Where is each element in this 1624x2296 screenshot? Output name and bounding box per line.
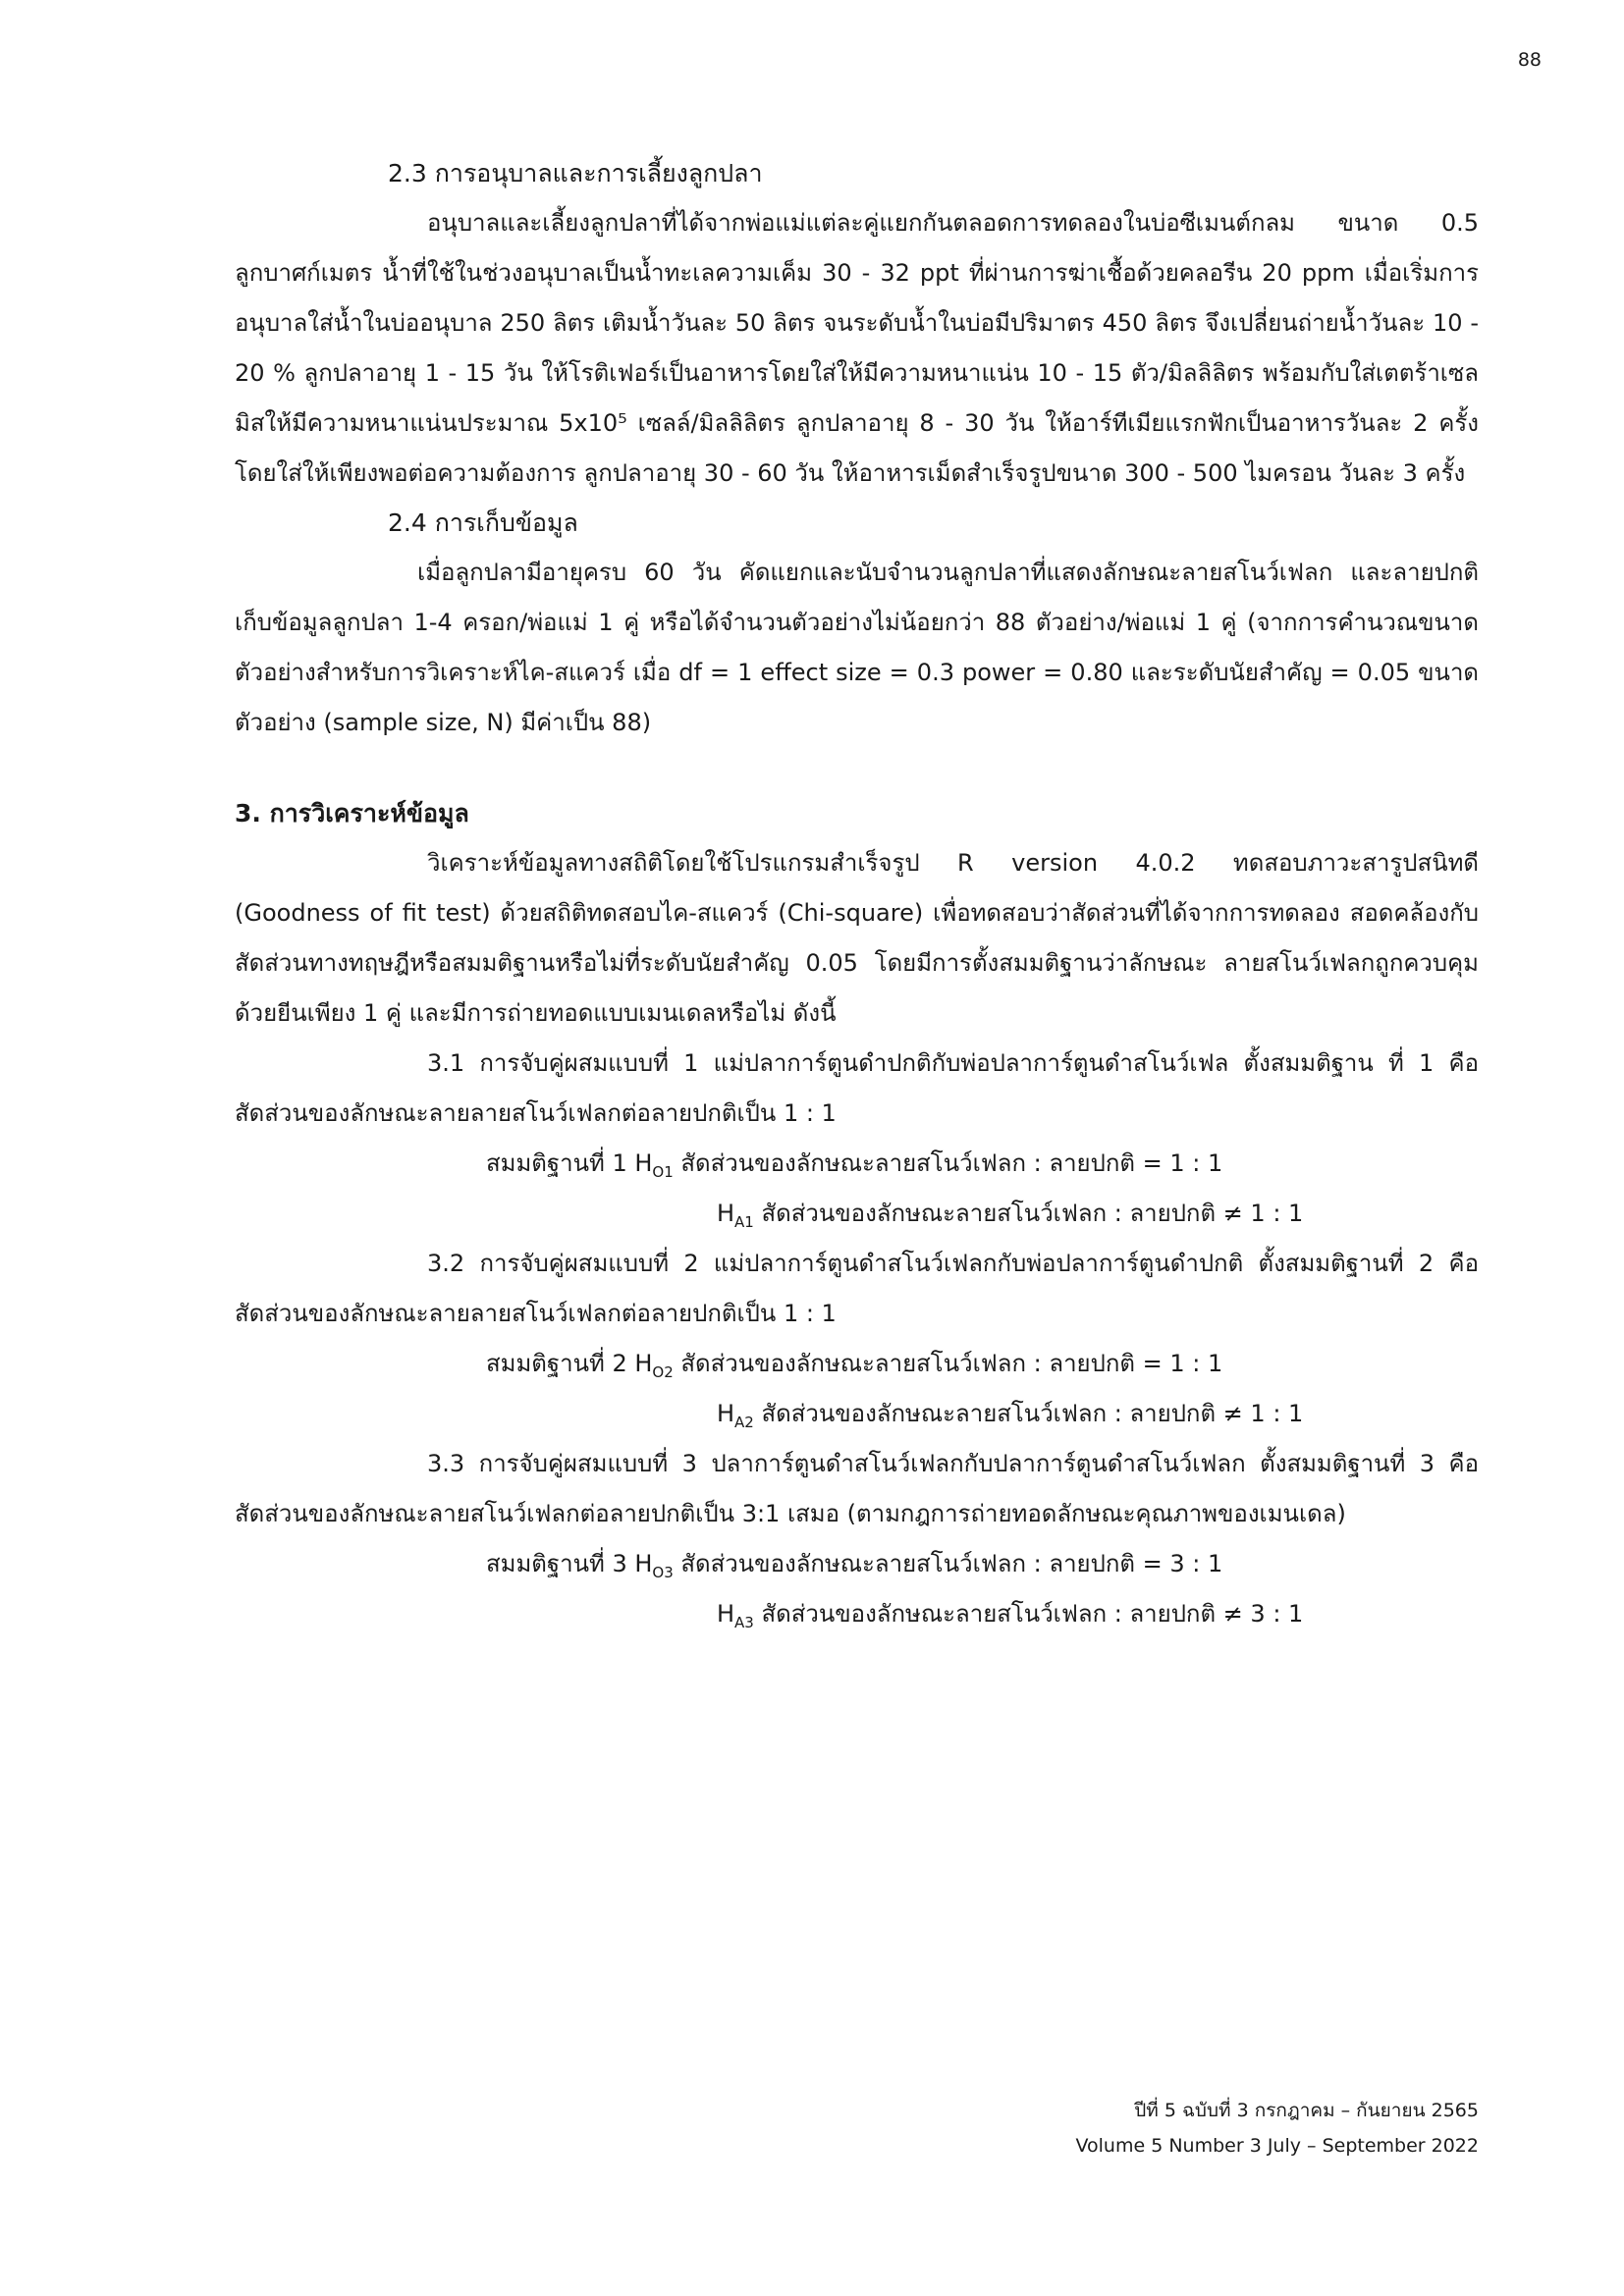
hypothesis-1-null-text: สัดส่วนของลักษณะลายสโนว์เฟลก : ลายปกติ = 1 : 1 — [673, 1149, 1223, 1177]
hypothesis-1-alt-text: สัดส่วนของลักษณะลายสโนว์เฟลก : ลายปกติ ≠ 1 : 1 — [753, 1200, 1304, 1227]
hypothesis-2-null-text: สัดส่วนของลักษณะลายสโนว์เฟลก : ลายปกติ = 1 : 1 — [673, 1350, 1223, 1377]
section-2-3-paragraph: อนุบาลและเลี้ยงลูกปลาที่ได้จากพ่อแม่แต่ละคู่แยกกันตลอดการทดลองในบ่อซีเมนต์กลม ขนาด 0.5 ลูกบาศก์เมตร น้ำที่ใช้ในช่วงอนุบาลเป็นน้ำทะเลความเค็ม 30 - 32 ppt ที่ผ่านการฆ่าเชื้อด้วยคลอรีน 20 ppm เมื่อเริ่มการอนุบาลใส่น้ำในบ่ออนุบาล 250 ลิตร เติมน้ำวันละ 50 ลิตร จนระดับน้ำในบ่อมีปริมาตร 450 ลิตร จึงเปลี่ยนถ่ายน้ำวันละ 10 - 20 % ลูกปลาอายุ 1 - 15 วัน ให้โรติเฟอร์เป็นอาหารโดยใส่ให้มีความหนาแน่น 10 - 15 ตัว/มิลลิลิตร พร้อมกับใส่เตตร้าเซลมิสให้มีความหนาแน่นประมาณ 5x10⁵ เซลล์/มิลลิลิตร ลูกปลาอายุ 8 - 30 วัน ให้อาร์ทีเมียแรกฟักเป็นอาหารวันละ 2 ครั้ง โดยใส่ให้เพียงพอต่อความต้องการ ลูกปลาอายุ 30 - 60 วัน ให้อาหารเม็ดสำเร็จรูปขนาด 300 - 500 ไมครอน วันละ 3 ครั้ง — [235, 209, 1479, 487]
section-3-2-paragraph: 3.2 การจับคู่ผสมแบบที่ 2 แม่ปลาการ์ตูนดำสโนว์เฟลกกับพ่อปลาการ์ตูนดำปกติ ตั้งสมมติฐานที่ 2 คือ สัดส่วนของลักษณะลายลายสโนว์เฟลกต่อลายปกติเป็น 1 : 1 — [235, 1250, 1479, 1327]
page-number: 88 — [1517, 49, 1542, 71]
hypothesis-2-alt-text: สัดส่วนของลักษณะลายสโนว์เฟลก : ลายปกติ ≠ 1 : 1 — [753, 1400, 1304, 1427]
section-2-4-heading: 2.4 การเก็บข้อมูล — [388, 508, 578, 537]
section-3-heading: 3. การวิเคราะห์ข้อมูล — [235, 799, 469, 828]
section-2-3-heading: 2.3 การอนุบาลและการเลี้ยงลูกปลา — [388, 159, 763, 187]
hypothesis-1-null — [235, 1139, 1479, 1189]
hypothesis-1-alternative — [235, 1189, 1479, 1239]
hypothesis-3-null — [235, 1539, 1479, 1589]
footer-issue-thai: ปีที่ 5 ฉบับที่ 3 กรกฎาคม – กันยายน 2565 — [1134, 2100, 1479, 2121]
section-3-paragraph: วิเคราะห์ข้อมูลทางสถิติโดยใช้โปรแกรมสำเร็จรูป R version 4.0.2 ทดสอบภาวะสารูปสนิทดี (Goodness of fit test) ด้วยสถิติทดสอบไค-สแควร์ (Chi-square) เพื่อทดสอบว่าสัดส่วนที่ได้จากการทดลอง สอดคล้องกับสัดส่วนทางทฤษฎีหรือสมมติฐานหรือไม่ที่ระดับนัยสำคัญ 0.05 โดยมีการตั้งสมมติฐานว่าลักษณะ ลายสโนว์เฟลกถูกควบคุมด้วยยีนเพียง 1 คู่ และมีการถ่ายทอดแบบเมนเดลหรือไม่ ดังนี้ — [235, 849, 1479, 1027]
section-spacer — [235, 748, 1479, 789]
hypothesis-2-null-label: สมมติฐานที่ 2 $H_{O2}$ — [486, 1350, 674, 1381]
hypothesis-2-null — [235, 1339, 1479, 1389]
hypothesis-2-alt-label: $H_{A2}$ — [717, 1400, 754, 1431]
footer-issue-english: Volume 5 Number 3 July – September 2022 — [1075, 2135, 1479, 2157]
hypothesis-3-alt-label: $H_{A3}$ — [717, 1600, 754, 1631]
section-3-1-paragraph: 3.1 การจับคู่ผสมแบบที่ 1 แม่ปลาการ์ตูนดำปกติกับพ่อปลาการ์ตูนดำสโนว์เฟล ตั้งสมมติฐาน ที่ 1 คือ สัดส่วนของลักษณะลายลายสโนว์เฟลกต่อลายปกติเป็น 1 : 1 — [235, 1049, 1479, 1127]
hypothesis-3-null-text: สัดส่วนของลักษณะลายสโนว์เฟลก : ลายปกติ = 3 : 1 — [673, 1550, 1223, 1577]
hypothesis-2-alternative — [235, 1389, 1479, 1439]
section-2-4-paragraph: เมื่อลูกปลามีอายุครบ 60 วัน คัดแยกและนับจำนวนลูกปลาที่แสดงลักษณะลายสโนว์เฟลก และลายปกติ เก็บข้อมูลลูกปลา 1-4 ครอก/พ่อแม่ 1 คู่ หรือได้จำนวนตัวอย่างไม่น้อยกว่า 88 ตัวอย่าง/พ่อแม่ 1 คู่ (จากการคำนวณขนาดตัวอย่างสำหรับการวิเคราะห์ไค-สแควร์ เมื่อ df = 1 effect size = 0.3 power = 0.80 และระดับนัยสำคัญ = 0.05 ขนาดตัวอย่าง (sample size, N) มีค่าเป็น 88) — [235, 559, 1479, 736]
hypothesis-3-alt-text: สัดส่วนของลักษณะลายสโนว์เฟลก : ลายปกติ ≠ 3 : 1 — [753, 1600, 1304, 1628]
hypothesis-3-null-label: สมมติฐานที่ 3 $H_{O3}$ — [486, 1550, 674, 1581]
hypothesis-1-alt-label: $H_{A1}$ — [717, 1200, 754, 1231]
hypothesis-1-null-label: สมมติฐานที่ 1 $H_{O1}$ — [486, 1149, 674, 1181]
document-body — [235, 149, 1479, 1639]
section-3-3-paragraph: 3.3 การจับคู่ผสมแบบที่ 3 ปลาการ์ตูนดำสโนว์เฟลกกับปลาการ์ตูนดำสโนว์เฟลก ตั้งสมมติฐานที่ 3 คือ สัดส่วนของลักษณะลายสโนว์เฟลกต่อลายปกติเป็น 3:1 เสมอ (ตามกฎการถ่ายทอดลักษณะคุณภาพของเมนเดล) — [235, 1450, 1479, 1527]
hypothesis-3-alternative — [235, 1589, 1479, 1639]
